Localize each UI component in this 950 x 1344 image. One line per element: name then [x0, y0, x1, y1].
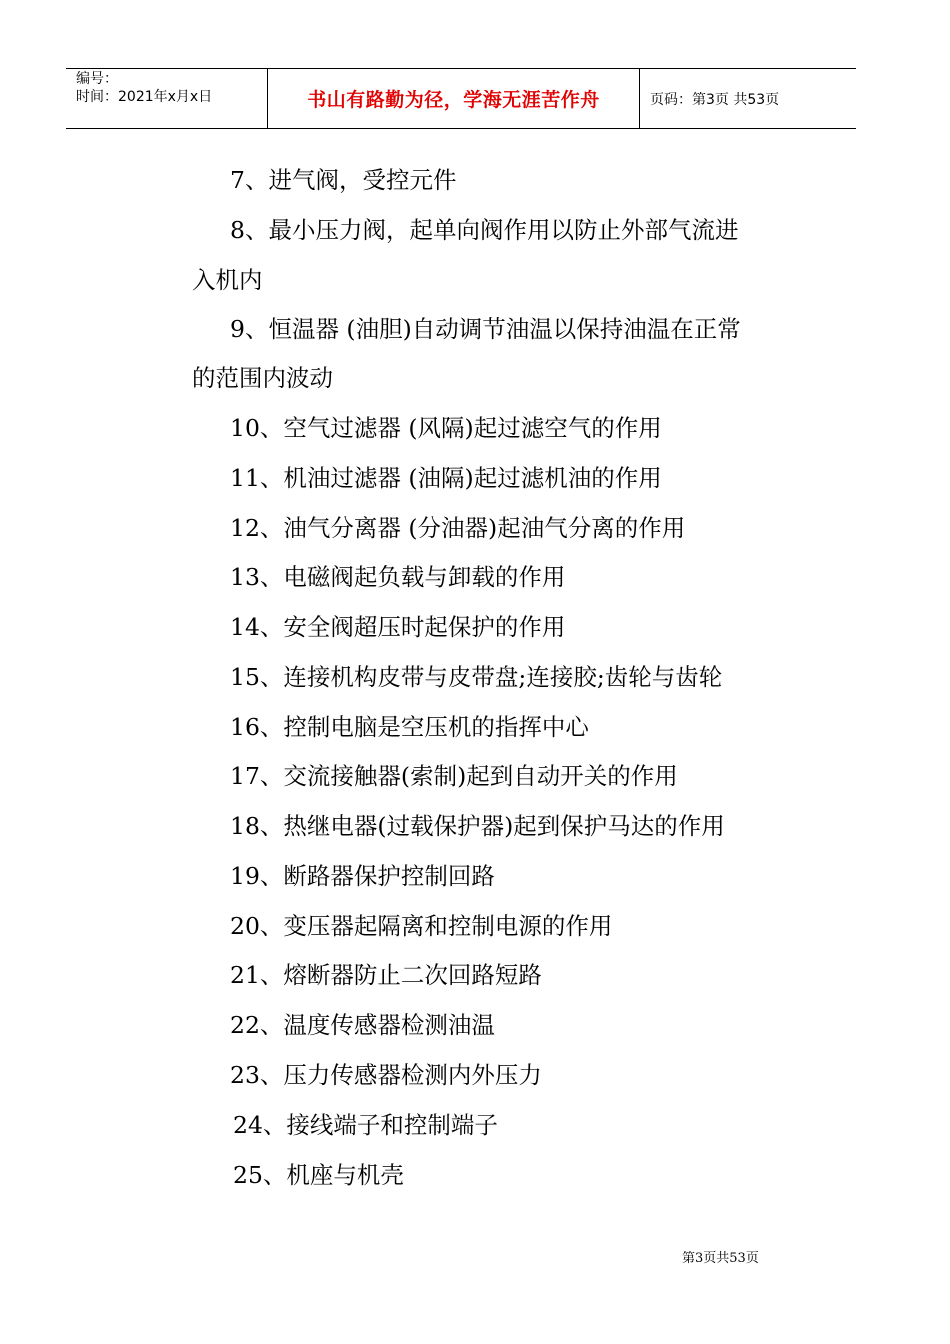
- header-motto: 书山有路勤为径，学海无涯苦作舟: [307, 89, 600, 111]
- list-item: 18、热继电器(过载保护器)起到保护马达的作用: [230, 812, 725, 840]
- list-item: 17、交流接触器(索制)起到自动开关的作用: [230, 762, 678, 790]
- list-item: 25、机座与机壳: [233, 1161, 404, 1189]
- list-item: 11、机油过滤器 (油隔)起过滤机油的作用: [230, 464, 662, 492]
- list-item: 8、最小压力阀，起单向阀作用以防止外部气流进: [230, 216, 739, 244]
- list-item: 22、温度传感器检测油温: [230, 1011, 495, 1039]
- header-meta-cell: [66, 69, 267, 128]
- list-item-continuation: 入机内: [192, 266, 263, 294]
- list-item: 23、压力传感器检测内外压力: [230, 1061, 542, 1089]
- list-item: 20、变压器起隔离和控制电源的作用: [230, 912, 613, 940]
- list-item: 10、空气过滤器 (风隔)起过滤空气的作用: [230, 414, 662, 442]
- document-code-label: 编号：: [76, 71, 118, 87]
- page-footer: 第3页共53页: [682, 1251, 759, 1266]
- document-date: 时间：2021年x月x日: [76, 89, 213, 105]
- page-header: [66, 68, 856, 129]
- list-item: 9、恒温器 (油胆)自动调节油温以保持油温在正常: [230, 315, 741, 343]
- header-motto-cell: [267, 69, 640, 128]
- list-item-continuation: 的范围内波动: [192, 364, 333, 392]
- list-item: 12、油气分离器 (分油器)起油气分离的作用: [230, 514, 686, 542]
- list-item: 14、安全阀超压时起保护的作用: [230, 613, 566, 641]
- list-item: 24、接线端子和控制端子: [233, 1111, 498, 1139]
- list-item: 15、连接机构皮带与皮带盘;连接胶;齿轮与齿轮: [230, 663, 723, 691]
- header-page-info: 页码：第3页 共53页: [650, 91, 780, 108]
- header-page-cell: [640, 69, 856, 128]
- list-item: 13、电磁阀起负载与卸载的作用: [230, 563, 566, 591]
- list-item: 19、断路器保护控制回路: [230, 862, 495, 890]
- list-item: 21、熔断器防止二次回路短路: [230, 961, 542, 989]
- list-item: 7、进气阀，受控元件: [230, 166, 457, 194]
- list-item: 16、控制电脑是空压机的指挥中心: [230, 713, 589, 741]
